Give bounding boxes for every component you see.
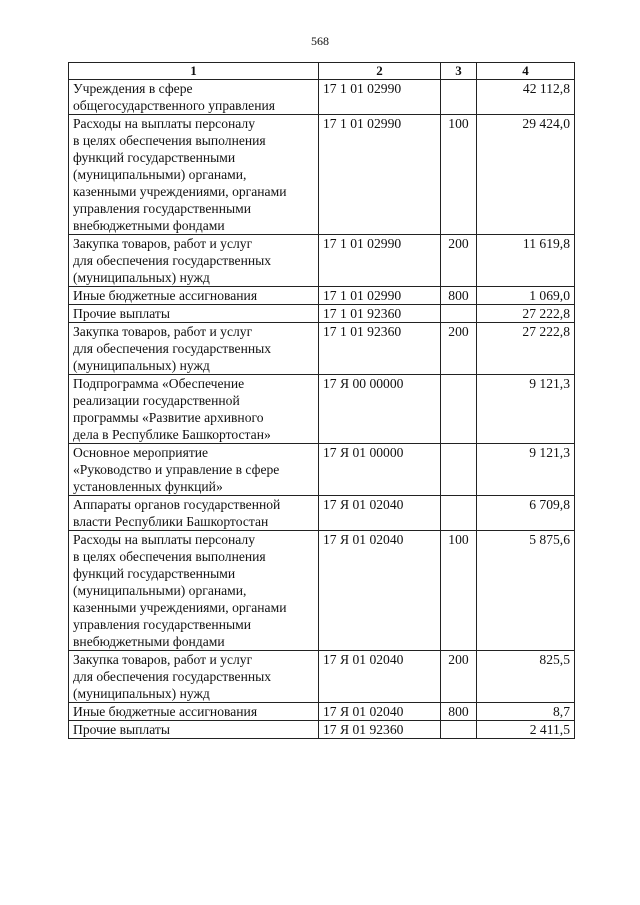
row-name: Закупка товаров, работ и услуг для обеспечения государственных (муниципальных) нужд <box>69 323 319 375</box>
row-name: Учреждения в сфере общегосударственного управления <box>69 80 319 115</box>
table-row <box>69 444 575 496</box>
row-code: 17 1 01 02990 <box>319 235 441 287</box>
page-number: 568 <box>311 34 329 48</box>
row-name: Расходы на выплаты персоналу в целях обеспечения выполнения функций государственными (муниципальными) органами, казенными учреждениями, органами управления государственными внебюджетными фондами <box>69 115 319 235</box>
table-row <box>69 496 575 531</box>
row-name: Закупка товаров, работ и услуг для обеспечения государственных (муниципальных) нужд <box>69 651 319 703</box>
row-code: 17 Я 01 02040 <box>319 703 441 721</box>
row-amount: 27 222,8 <box>477 323 575 375</box>
row-amount: 9 121,3 <box>477 375 575 444</box>
row-name: Основное мероприятие «Руководство и управление в сфере установленных функций» <box>69 444 319 496</box>
row-code: 17 Я 01 02040 <box>319 531 441 651</box>
row-code: 17 Я 01 02040 <box>319 651 441 703</box>
row-type: 200 <box>441 323 477 375</box>
table-row <box>69 305 575 323</box>
row-name: Подпрограмма «Обеспечение реализации государственной программы «Развитие архивного дела в Республике Башкортостан» <box>69 375 319 444</box>
row-code: 17 Я 00 00000 <box>319 375 441 444</box>
table-header-row <box>69 63 575 80</box>
row-name: Иные бюджетные ассигнования <box>69 703 319 721</box>
row-amount: 825,5 <box>477 651 575 703</box>
table-row <box>69 703 575 721</box>
row-type <box>441 305 477 323</box>
row-code: 17 1 01 92360 <box>319 305 441 323</box>
row-code: 17 1 01 02990 <box>319 287 441 305</box>
budget-table <box>68 62 575 739</box>
table-row <box>69 375 575 444</box>
row-amount: 29 424,0 <box>477 115 575 235</box>
column-header-name: 1 <box>69 63 319 80</box>
row-name: Иные бюджетные ассигнования <box>69 287 319 305</box>
row-code: 17 Я 01 92360 <box>319 721 441 739</box>
row-amount: 5 875,6 <box>477 531 575 651</box>
table-row <box>69 651 575 703</box>
row-type: 200 <box>441 651 477 703</box>
table-row <box>69 287 575 305</box>
row-code: 17 1 01 92360 <box>319 323 441 375</box>
row-code: 17 Я 01 00000 <box>319 444 441 496</box>
row-name: Прочие выплаты <box>69 305 319 323</box>
row-type: 800 <box>441 287 477 305</box>
row-amount: 42 112,8 <box>477 80 575 115</box>
table-row <box>69 115 575 235</box>
column-header-code: 2 <box>319 63 441 80</box>
row-type <box>441 444 477 496</box>
row-code: 17 1 01 02990 <box>319 115 441 235</box>
table-row <box>69 80 575 115</box>
table-row <box>69 721 575 739</box>
row-type: 100 <box>441 115 477 235</box>
table-row <box>69 531 575 651</box>
row-type <box>441 80 477 115</box>
row-type: 800 <box>441 703 477 721</box>
row-type: 200 <box>441 235 477 287</box>
row-name: Расходы на выплаты персоналу в целях обеспечения выполнения функций государственными (муниципальными) органами, казенными учреждениями, органами управления государственными внебюджетными фондами <box>69 531 319 651</box>
row-type <box>441 375 477 444</box>
row-name: Аппараты органов государственной власти Республики Башкортостан <box>69 496 319 531</box>
row-type: 100 <box>441 531 477 651</box>
row-name: Закупка товаров, работ и услуг для обеспечения государственных (муниципальных) нужд <box>69 235 319 287</box>
row-name: Прочие выплаты <box>69 721 319 739</box>
column-header-amount: 4 <box>477 63 575 80</box>
row-code: 17 Я 01 02040 <box>319 496 441 531</box>
row-type <box>441 496 477 531</box>
table-row <box>69 323 575 375</box>
row-amount: 1 069,0 <box>477 287 575 305</box>
row-amount: 11 619,8 <box>477 235 575 287</box>
row-type <box>441 721 477 739</box>
column-header-type: 3 <box>441 63 477 80</box>
row-amount: 8,7 <box>477 703 575 721</box>
table-row <box>69 235 575 287</box>
row-amount: 6 709,8 <box>477 496 575 531</box>
row-code: 17 1 01 02990 <box>319 80 441 115</box>
row-amount: 2 411,5 <box>477 721 575 739</box>
row-amount: 27 222,8 <box>477 305 575 323</box>
row-amount: 9 121,3 <box>477 444 575 496</box>
